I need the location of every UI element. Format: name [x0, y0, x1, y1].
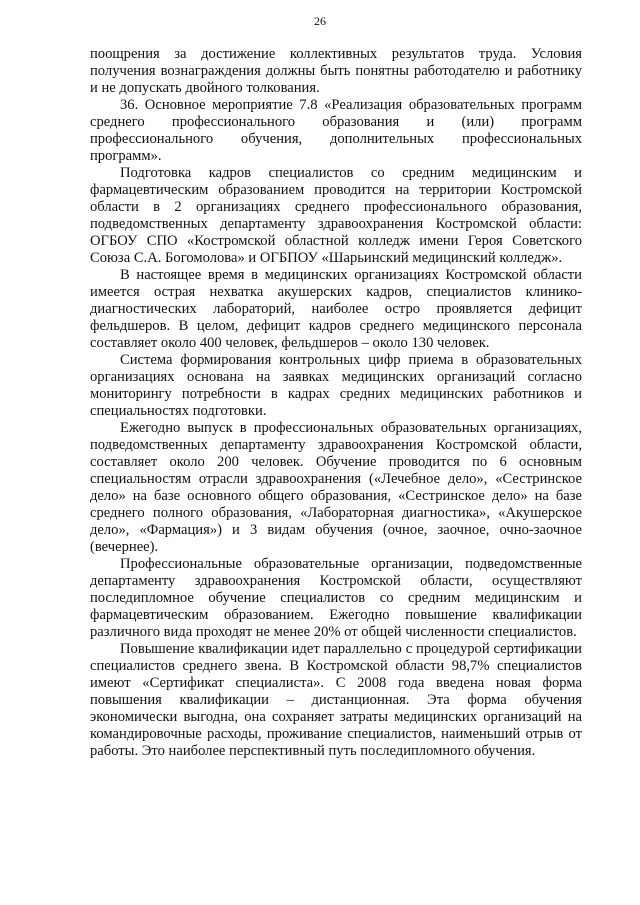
paragraph-shortage: В настоящее время в медицинских организациях Костромской области имеется острая нехватка акушерских кадров, специалистов клинико-диагностических лабораторий, наиболее остро проявляется дефицит фельдшеров. В целом, дефицит кадров среднего медицинского персонала составляет около 400 человек, фельдшеров – около 130 человек. [90, 267, 582, 351]
paragraph-postgraduate: Профессиональные образовательные организации, подведомственные департаменту здравоохранения Костромской области, осуществляют последипломное обучение специалистов со средним медицинским и фармацевтическим образованием. Ежегодно повышение квалификации различного вида проходят не менее 20% от общей численности специалистов. [90, 556, 582, 640]
paragraph-graduates: Ежегодно выпуск в профессиональных образовательных организациях, подведомственных департаменту здравоохранения Костромской области, составляет около 200 человек. Обучение проводится по 6 основным специальностям отрасли здравоохранения («Лечебное дело», «Сестринское дело» на базе основного общего образования, «Сестринское дело» на базе среднего полного образования, «Лабораторная диагностика», «Акушерское дело», «Фармация») и 3 видам обучения (очное, заочное, очно-заочное (вечернее). [90, 420, 582, 555]
paragraph-continuation: поощрения за достижение коллективных результатов труда. Условия получения вознаграждения должны быть понятны работодателю и работнику и не допускать двойного толкования. [90, 46, 582, 96]
paragraph-training: Подготовка кадров специалистов со средним медицинским и фармацевтическим образованием проводится на территории Костромской области в 2 организациях среднего профессионального образования, подведомственных департаменту здравоохранения Костромской области: ОГБОУ СПО «Костромской областной колледж имени Героя Советского Союза С.А. Богомолова» и ОГБПОУ «Шарьинский медицинский колледж». [90, 165, 582, 266]
paragraph-section-36: 36. Основное мероприятие 7.8 «Реализация образовательных программ среднего профессионального образования и (или) программ профессионального обучения, дополнительных профессиональных программ». [90, 97, 582, 164]
paragraph-certification: Повышение квалификации идет параллельно с процедурой сертификации специалистов среднего звена. В Костромской области 98,7% специалистов имеют «Сертификат специалиста». С 2008 года введена новая форма повышения квалификации – дистанционная. Эта форма обучения экономически выгодна, она сохраняет затраты медицинских организаций на командировочные расходы, проживание специалистов, наименьший отрыв от работы. Это наиболее перспективный путь последипломного обучения. [90, 641, 582, 759]
paragraph-admission-system: Система формирования контрольных цифр приема в образовательных организациях основана на заявках медицинских организаций согласно мониторингу потребности в кадрах средних медицинских работников и специальностях подготовки. [90, 352, 582, 419]
page-number: 26 [314, 14, 326, 28]
body-text [90, 46, 582, 760]
